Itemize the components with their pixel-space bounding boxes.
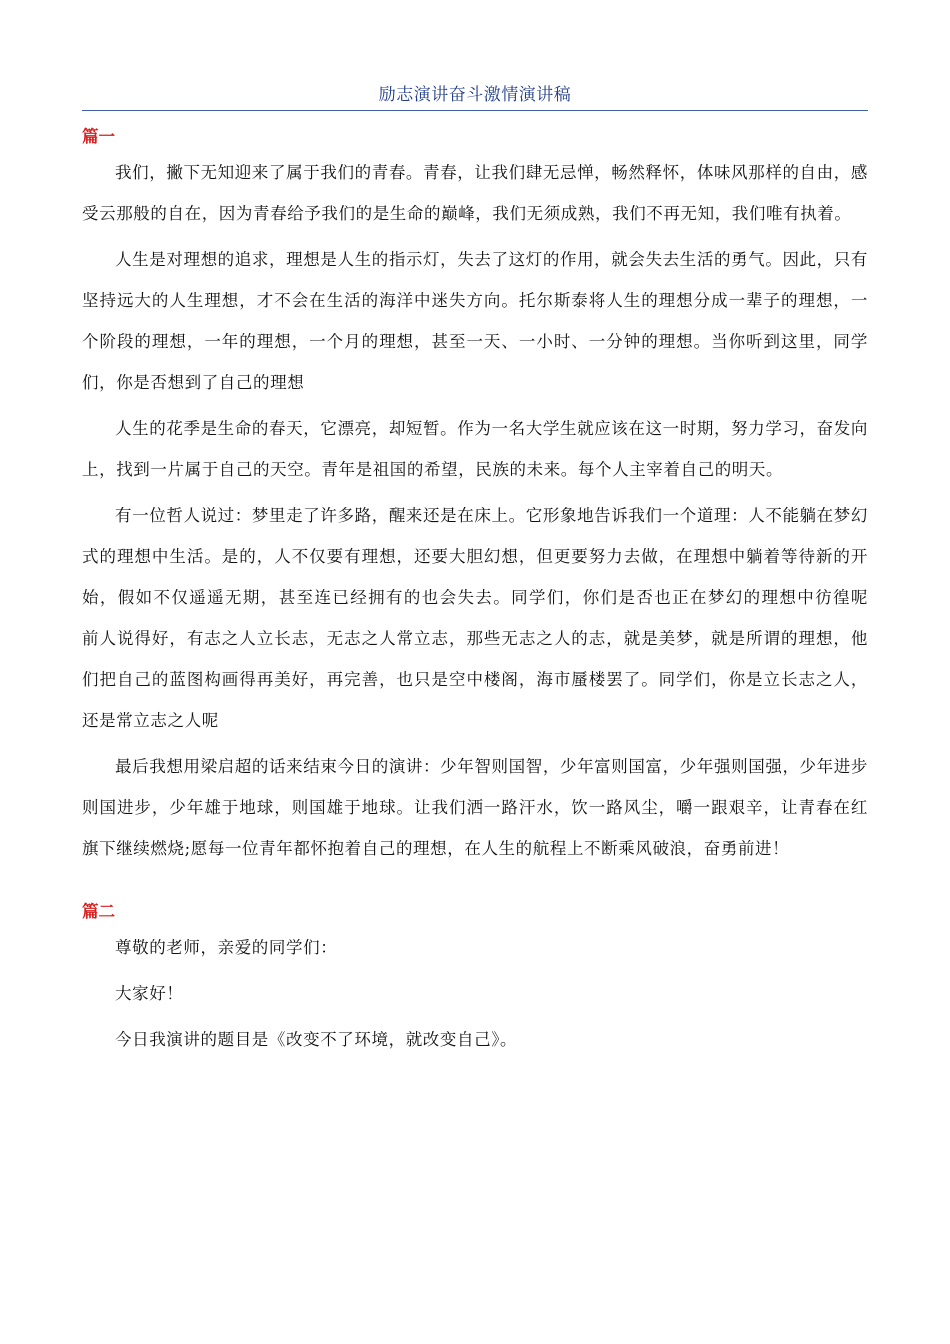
paragraph: 人生是对理想的追求，理想是人生的指示灯，失去了这灯的作用，就会失去生活的勇气。因此，只有坚持远大的人生理想，才不会在生活的海洋中迷失方向。托尔斯泰将人生的理想分成一辈子的理想，一个阶段的理想，一年的理想，一个月的理想，甚至一天、一小时、一分钟的理想。当你听到这里，同学们，你是否想到了自己的理想: [82, 250, 868, 392]
paragraph: 尊敬的老师，亲爱的同学们：: [115, 938, 338, 957]
document-header: 励志演讲奋斗激情演讲稿: [378, 85, 572, 105]
section-title-2: 篇二: [82, 902, 115, 921]
paragraph: 大家好！: [115, 984, 184, 1003]
paragraph: 有一位哲人说过：梦里走了许多路，醒来还是在床上。它形象地告诉我们一个道理：人不能躺在梦幻式的理想中生活。是的，人不仅要有理想，还要大胆幻想，但更要努力去做，在理想中躺着等待新的开始，假如不仅遥遥无期，甚至连已经拥有的也会失去。同学们，你们是否也正在梦幻的理想中彷徨呢 前人说得好，有志之人立长志，无志之人常立志，那些无志之人的志，就是美梦，就是所谓的理想，他们把自己的蓝图构画得再美好，再完善，也只是空中楼阁，海市蜃楼罢了。同学们，你是立长志之人，还是常立志之人呢: [82, 506, 903, 730]
document-body: [82, 122, 903, 1060]
paragraph: 人生的花季是生命的春天，它漂亮，却短暂。作为一名大学生就应该在这一时期，努力学习，奋发向上，找到一片属于自己的天空。青年是祖国的希望，民族的未来。每个人主宰着自己的明天。: [82, 419, 868, 479]
paragraph: 今日我演讲的题目是《改变不了环境，就改变自己》。: [115, 1030, 518, 1049]
header-rule: [82, 110, 868, 111]
paragraph: 我们，撇下无知迎来了属于我们的青春。青春，让我们肆无忌惮，畅然释怀，体味风那样的自由，感受云那般的自在，因为青春给予我们的是生命的巅峰，我们无须成熟，我们不再无知，我们唯有执着。: [82, 163, 868, 223]
section-title-1: 篇一: [82, 127, 115, 146]
paragraph: 最后我想用梁启超的话来结束今日的演讲：少年智则国智，少年富则国富，少年强则国强，少年进步则国进步，少年雄于地球，则国雄于地球。让我们洒一路汗水，饮一路风尘，嚼一跟艰辛，让青春在红旗下继续燃烧;愿每一位青年都怀抱着自己的理想，在人生的航程上不断乘风破浪，奋勇前进！: [82, 757, 868, 858]
